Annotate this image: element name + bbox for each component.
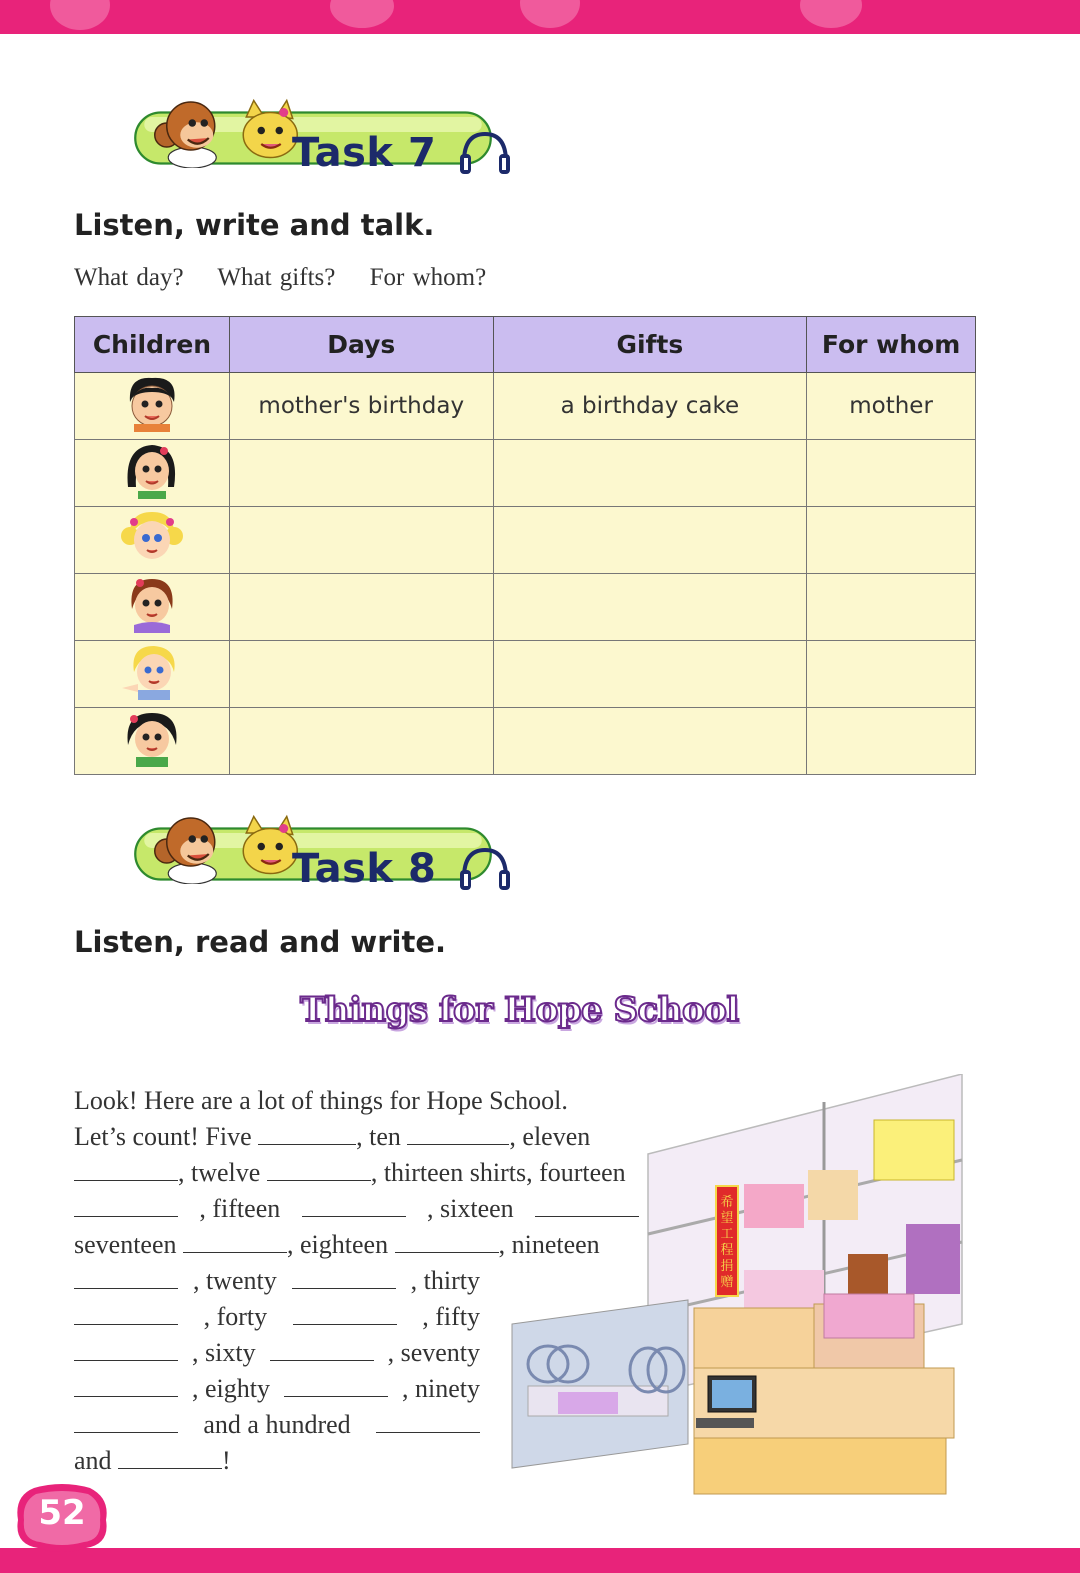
passage-text: Let’s count! Five bbox=[74, 1122, 252, 1151]
question-what-gifts: What gifts? bbox=[217, 264, 336, 291]
blank-field[interactable] bbox=[183, 1230, 287, 1253]
blank-field[interactable] bbox=[293, 1302, 397, 1325]
cell-days[interactable] bbox=[229, 507, 493, 574]
task7-instruction: Listen, write and talk. bbox=[74, 208, 435, 242]
store-sign-char: 望 bbox=[720, 1211, 734, 1226]
cell-gifts[interactable] bbox=[493, 641, 807, 708]
cell-gifts[interactable] bbox=[493, 574, 807, 641]
table-row bbox=[75, 641, 976, 708]
passage-line-11 bbox=[74, 1446, 231, 1476]
child-face-girl-black-hair bbox=[120, 441, 184, 499]
table-row bbox=[75, 507, 976, 574]
cell-days: mother's birthday bbox=[229, 373, 493, 440]
store-sign-char: 工 bbox=[720, 1227, 734, 1242]
table-row bbox=[75, 440, 976, 507]
blank-field[interactable] bbox=[395, 1230, 499, 1253]
child-cell bbox=[75, 708, 230, 775]
passage-text: ! bbox=[222, 1446, 231, 1475]
cell-gifts[interactable] bbox=[493, 708, 807, 775]
header-for-whom: For whom bbox=[807, 317, 976, 373]
blank-field[interactable] bbox=[74, 1374, 178, 1397]
blank-field[interactable] bbox=[74, 1410, 178, 1433]
passage-text: and a hundred bbox=[203, 1410, 351, 1439]
page-number: 52 bbox=[38, 1493, 86, 1533]
passage-text: , eighty bbox=[192, 1374, 270, 1403]
cell-gifts[interactable] bbox=[493, 507, 807, 574]
passage-line-6 bbox=[74, 1266, 480, 1296]
table-row bbox=[75, 373, 976, 440]
passage-text: , sixteen bbox=[427, 1194, 514, 1223]
donation-store-illustration bbox=[508, 1074, 966, 1504]
passage-text: , ten bbox=[356, 1122, 401, 1151]
passage-text: , seventy bbox=[387, 1338, 480, 1367]
passage-text: , fifteen bbox=[199, 1194, 281, 1223]
header-gifts: Gifts bbox=[493, 317, 807, 373]
cell-for-whom[interactable] bbox=[807, 641, 976, 708]
child-face-girl-blonde bbox=[120, 508, 184, 566]
cell-days[interactable] bbox=[229, 440, 493, 507]
passage-text: , forty bbox=[203, 1302, 268, 1331]
task8-title: Task 8 bbox=[292, 846, 437, 892]
cell-days[interactable] bbox=[229, 574, 493, 641]
passage-text: seventeen bbox=[74, 1230, 177, 1259]
blank-field[interactable] bbox=[407, 1122, 509, 1145]
blank-field[interactable] bbox=[74, 1266, 178, 1289]
passage-text: , twenty bbox=[192, 1266, 277, 1295]
child-cell bbox=[75, 641, 230, 708]
store-sign-char: 捐 bbox=[720, 1259, 734, 1274]
blank-field[interactable] bbox=[270, 1338, 374, 1361]
passage-line-10 bbox=[74, 1410, 480, 1440]
blank-field[interactable] bbox=[376, 1410, 480, 1433]
cell-for-whom: mother bbox=[807, 373, 976, 440]
passage-text: , nineteen bbox=[498, 1230, 600, 1259]
header-children: Children bbox=[75, 317, 230, 373]
child-face-girl-ponytail bbox=[120, 709, 184, 767]
cell-days[interactable] bbox=[229, 708, 493, 775]
child-cell bbox=[75, 373, 230, 440]
headphones-icon[interactable] bbox=[456, 846, 514, 892]
bottom-decorative-band bbox=[0, 1548, 1080, 1573]
passage-text: , ninety bbox=[402, 1374, 480, 1403]
question-what-day: What day? bbox=[74, 264, 184, 291]
question-for-whom: For whom? bbox=[369, 264, 487, 291]
header-days: Days bbox=[229, 317, 493, 373]
table-header-row bbox=[75, 317, 976, 373]
child-face-girl-brown-hair bbox=[120, 575, 184, 633]
blank-field[interactable] bbox=[118, 1446, 222, 1469]
blank-field[interactable] bbox=[267, 1158, 371, 1181]
task7-questions bbox=[74, 264, 512, 292]
child-face-boy bbox=[120, 374, 184, 432]
store-sign-char: 程 bbox=[720, 1243, 734, 1258]
blank-field[interactable] bbox=[302, 1194, 406, 1217]
passage-text: , twelve bbox=[178, 1158, 261, 1187]
passage-line-8 bbox=[74, 1338, 480, 1368]
passage-text: , thirteen shirts, fourteen bbox=[370, 1158, 626, 1187]
passage-text: and bbox=[74, 1446, 112, 1475]
reading-title: Things for Hope School bbox=[300, 990, 739, 1030]
cell-gifts: a birthday cake bbox=[493, 373, 807, 440]
passage-text: , thirty bbox=[410, 1266, 480, 1295]
cell-days[interactable] bbox=[229, 641, 493, 708]
blank-field[interactable] bbox=[292, 1266, 396, 1289]
blank-field[interactable] bbox=[284, 1374, 388, 1397]
top-decorative-band bbox=[0, 0, 1080, 34]
task8-instruction: Listen, read and write. bbox=[74, 925, 447, 959]
cell-for-whom[interactable] bbox=[807, 440, 976, 507]
blank-field[interactable] bbox=[74, 1302, 178, 1325]
passage-text: Look! Here are a lot of things for Hope School. bbox=[74, 1086, 568, 1115]
task7-title: Task 7 bbox=[292, 130, 437, 176]
passage-text: , eighteen bbox=[287, 1230, 389, 1259]
child-cell bbox=[75, 440, 230, 507]
passage-line-7 bbox=[74, 1302, 480, 1332]
blank-field[interactable] bbox=[74, 1158, 178, 1181]
blank-field[interactable] bbox=[74, 1194, 178, 1217]
cat-mascot bbox=[243, 817, 297, 874]
store-sign-char: 赠 bbox=[720, 1275, 734, 1290]
passage-text: , fifty bbox=[422, 1302, 480, 1331]
passage-text: , eleven bbox=[509, 1122, 591, 1151]
blank-field[interactable] bbox=[74, 1338, 178, 1361]
blank-field[interactable] bbox=[258, 1122, 356, 1145]
cell-for-whom[interactable] bbox=[807, 574, 976, 641]
store-sign-char: 希 bbox=[720, 1195, 734, 1210]
cell-for-whom[interactable] bbox=[807, 507, 976, 574]
table-row bbox=[75, 574, 976, 641]
cell-for-whom[interactable] bbox=[807, 708, 976, 775]
passage-line-9 bbox=[74, 1374, 480, 1404]
headphones-icon[interactable] bbox=[456, 130, 514, 176]
passage-text: , sixty bbox=[192, 1338, 256, 1367]
child-cell bbox=[75, 574, 230, 641]
cell-gifts[interactable] bbox=[493, 440, 807, 507]
table-row bbox=[75, 708, 976, 775]
child-cell bbox=[75, 507, 230, 574]
child-face-boy-blonde bbox=[120, 642, 184, 700]
cat-mascot bbox=[243, 101, 297, 158]
task7-table bbox=[74, 316, 976, 775]
